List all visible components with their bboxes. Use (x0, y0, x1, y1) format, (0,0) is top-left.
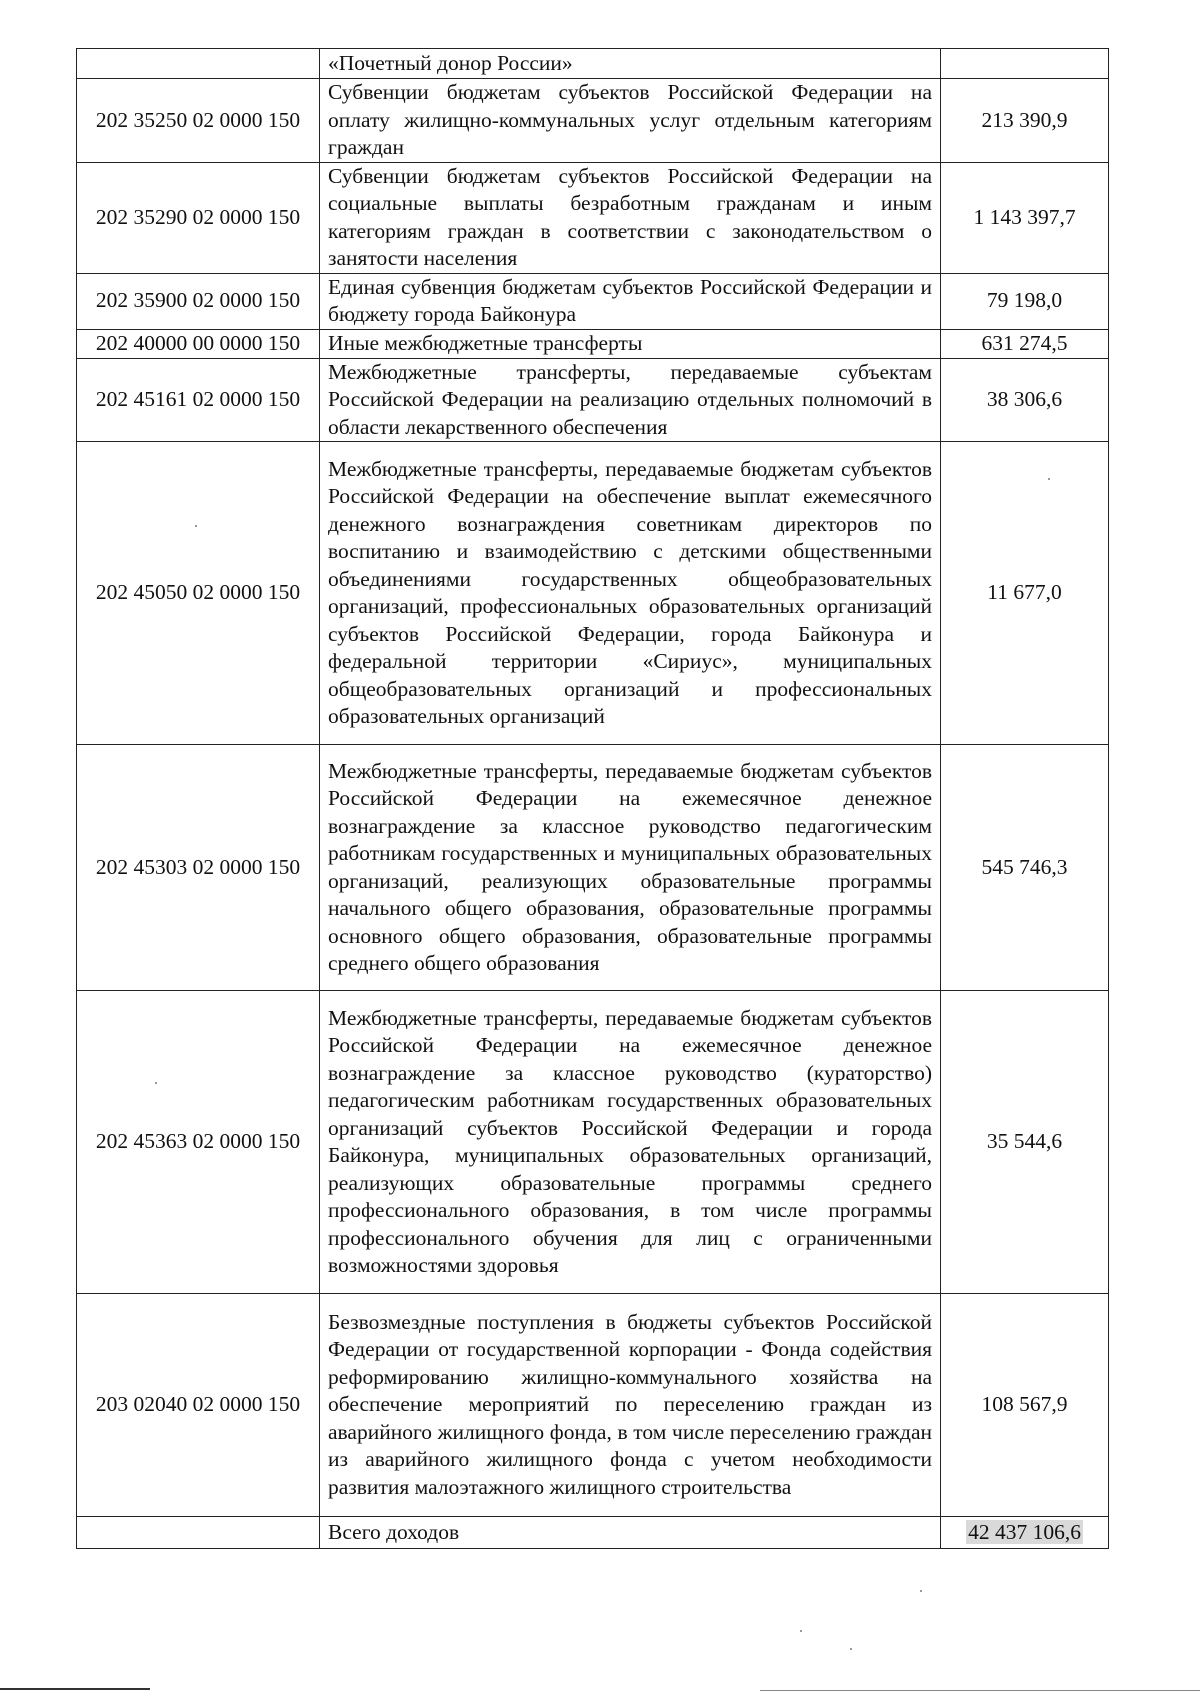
amount-cell: 545 746,3 (941, 745, 1109, 991)
scan-speck (155, 1082, 157, 1084)
scan-edge-line (0, 1688, 150, 1690)
amount-cell: 79 198,0 (941, 273, 1109, 329)
table-row (77, 329, 1109, 358)
budget-code-cell: 202 35900 02 0000 150 (77, 273, 320, 329)
amount-cell: 38 306,6 (941, 358, 1109, 442)
table-row (77, 442, 1109, 745)
budget-code-cell: 202 45363 02 0000 150 (77, 991, 320, 1294)
description-cell: Безвозмездные поступления в бюджеты субъектов Российской Федерации от государственной корпорации - Фонда содействия реформированию жилищно-коммунального хозяйства на обеспечение мероприятий по переселению граждан из аварийного жилищного фонда, в том числе переселению граждан из аварийного жилищного фонда с учетом необходимости развития малоэтажного жилищного строительства (320, 1294, 941, 1517)
scan-edge-line (760, 1690, 1200, 1691)
budget-code-cell (77, 1517, 320, 1549)
table-row (77, 1294, 1109, 1517)
description-cell: Субвенции бюджетам субъектов Российской Федерации на социальные выплаты безработным гражданам и иным категориям граждан в соответствии с законодательством о занятости населения (320, 162, 941, 273)
table-row (77, 991, 1109, 1294)
budget-code-cell: 202 45050 02 0000 150 (77, 442, 320, 745)
budget-code-cell: 203 02040 02 0000 150 (77, 1294, 320, 1517)
table-row (77, 358, 1109, 442)
table-row (77, 273, 1109, 329)
scan-speck (800, 1630, 802, 1632)
amount-cell: 631 274,5 (941, 329, 1109, 358)
budget-code-cell: 202 45303 02 0000 150 (77, 745, 320, 991)
scan-speck (195, 525, 197, 527)
description-cell: «Почетный донор России» (320, 49, 941, 79)
budget-code-cell: 202 45161 02 0000 150 (77, 358, 320, 442)
amount-cell: 1 143 397,7 (941, 162, 1109, 273)
scan-speck (850, 1648, 852, 1650)
amount-cell: 108 567,9 (941, 1294, 1109, 1517)
budget-code-cell: 202 35290 02 0000 150 (77, 162, 320, 273)
total-row (77, 1517, 1109, 1549)
description-cell: Субвенции бюджетам субъектов Российской Федерации на оплату жилищно-коммунальных услуг отдельным категориям граждан (320, 79, 941, 163)
table-row (77, 162, 1109, 273)
scan-speck (1048, 478, 1050, 480)
budget-code-cell: 202 35250 02 0000 150 (77, 79, 320, 163)
total-amount: 42 437 106,6 (968, 1519, 1081, 1544)
budget-code-cell (77, 49, 320, 79)
table-row (77, 49, 1109, 79)
description-cell: Единая субвенция бюджетам субъектов Российской Федерации и бюджету города Байконура (320, 273, 941, 329)
table-row (77, 79, 1109, 163)
description-cell: Межбюджетные трансферты, передаваемые субъектам Российской Федерации на реализацию отдельных полномочий в области лекарственного обеспечения (320, 358, 941, 442)
amount-cell: 11 677,0 (941, 442, 1109, 745)
budget-code-cell: 202 40000 00 0000 150 (77, 329, 320, 358)
income-table (76, 48, 1109, 1549)
amount-cell: 213 390,9 (941, 79, 1109, 163)
amount-cell: 35 544,6 (941, 991, 1109, 1294)
amount-cell (941, 49, 1109, 79)
description-cell: Иные межбюджетные трансферты (320, 329, 941, 358)
total-amount-cell (941, 1517, 1109, 1549)
total-label: Всего доходов (320, 1517, 941, 1549)
scan-speck (920, 1590, 922, 1592)
description-cell: Межбюджетные трансферты, передаваемые бюджетам субъектов Российской Федерации на обеспечение выплат ежемесячного денежного вознаграждения советникам директоров по воспитанию и взаимодействию с детскими общественными объединениями государственных общеобразовательных организаций, профессиональных образовательных организаций субъектов Российской Федерации, города Байконура и федеральной территории «Сириус», муниципальных общеобразовательных организаций и профессиональных образовательных организаций (320, 442, 941, 745)
description-cell: Межбюджетные трансферты, передаваемые бюджетам субъектов Российской Федерации на ежемесячное денежное вознаграждение за классное руководство педагогическим работникам государственных и муниципальных образовательных организаций, реализующих образовательные программы начального общего образования, образовательные программы основного общего образования, образовательные программы среднего общего образования (320, 745, 941, 991)
table-row (77, 745, 1109, 991)
description-cell: Межбюджетные трансферты, передаваемые бюджетам субъектов Российской Федерации на ежемесячное денежное вознаграждение за классное руководство (кураторство) педагогическим работникам государственных образовательных организаций субъектов Российской Федерации и города Байконура, муниципальных образовательных организаций, реализующих образовательные программы среднего профессионального образования, в том числе программы профессионального обучения для лиц с ограниченными возможностями здоровья (320, 991, 941, 1294)
